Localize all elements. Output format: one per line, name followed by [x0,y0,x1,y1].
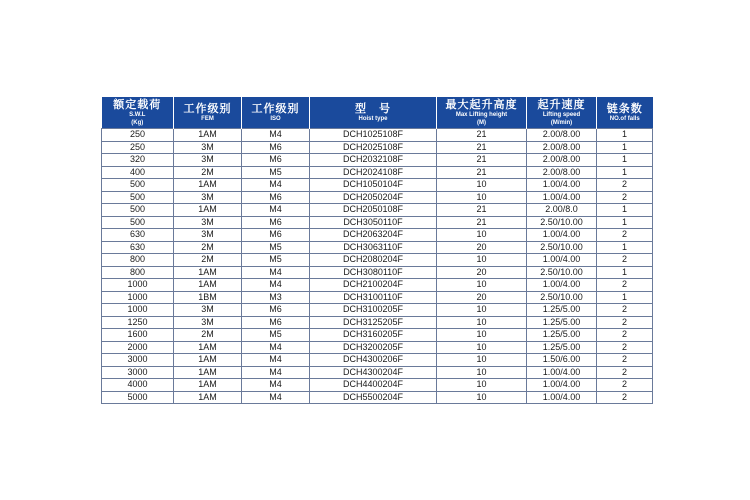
cell-hoist-type: DCH3063110F [310,241,437,254]
cell-lifting-speed: 2.00/8.00 [527,129,597,142]
cell-swl: 2000 [102,341,174,354]
cell-lifting-height: 20 [437,266,527,279]
cell-lifting-speed: 2.00/8.00 [527,154,597,167]
cell-iso: M6 [242,141,310,154]
table-row [102,291,653,304]
table-row [102,304,653,317]
table-row [102,129,653,142]
header-label: 工作级别 [251,102,300,115]
table-row [102,316,653,329]
cell-falls: 2 [597,329,653,342]
cell-fem: 3M [174,304,242,317]
table-row [102,266,653,279]
cell-hoist-type: DCH1050104F [310,179,437,192]
cell-lifting-height: 10 [437,191,527,204]
header-label: 链条数 [606,102,643,115]
table-row [102,354,653,367]
cell-hoist-type: DCH3080110F [310,266,437,279]
cell-hoist-type: DCH3050110F [310,216,437,229]
cell-hoist-type: DCH2100204F [310,279,437,292]
cell-lifting-height: 10 [437,366,527,379]
cell-fem: 2M [174,166,242,179]
cell-hoist-type: DCH3125205F [310,316,437,329]
table-row [102,341,653,354]
header-lifting-height [437,97,527,129]
cell-falls: 2 [597,391,653,404]
cell-lifting-speed: 1.00/4.00 [527,229,597,242]
cell-hoist-type: DCH3200205F [310,341,437,354]
cell-swl: 500 [102,191,174,204]
cell-falls: 1 [597,216,653,229]
cell-iso: M5 [242,166,310,179]
cell-lifting-height: 21 [437,216,527,229]
header-fem [174,97,242,129]
cell-falls: 1 [597,154,653,167]
table-row [102,254,653,267]
cell-lifting-speed: 1.00/4.00 [527,379,597,392]
cell-fem: 2M [174,329,242,342]
cell-lifting-speed: 1.00/4.00 [527,279,597,292]
cell-lifting-height: 20 [437,291,527,304]
table-row [102,154,653,167]
cell-falls: 2 [597,354,653,367]
cell-fem: 1AM [174,341,242,354]
cell-hoist-type: DCH3100110F [310,291,437,304]
header-label: 额定载荷 [113,98,162,111]
cell-lifting-height: 10 [437,354,527,367]
cell-lifting-height: 10 [437,254,527,267]
header-falls [597,97,653,129]
cell-hoist-type: DCH3160205F [310,329,437,342]
cell-iso: M4 [242,179,310,192]
cell-iso: M5 [242,329,310,342]
cell-fem: 1AM [174,366,242,379]
cell-lifting-height: 10 [437,229,527,242]
cell-falls: 1 [597,291,653,304]
table-row [102,191,653,204]
hoist-spec-table [101,97,653,404]
cell-lifting-height: 10 [437,279,527,292]
cell-lifting-speed: 1.00/4.00 [527,391,597,404]
cell-lifting-height: 10 [437,329,527,342]
table-row [102,166,653,179]
cell-lifting-speed: 1.25/5.00 [527,329,597,342]
cell-swl: 1000 [102,279,174,292]
cell-hoist-type: DCH2050204F [310,191,437,204]
cell-falls: 2 [597,279,653,292]
cell-fem: 1AM [174,179,242,192]
header-lifting-speed [527,97,597,129]
cell-iso: M4 [242,204,310,217]
cell-fem: 1AM [174,129,242,142]
table-row [102,391,653,404]
cell-falls: 1 [597,166,653,179]
cell-hoist-type: DCH4400204F [310,379,437,392]
cell-lifting-height: 10 [437,179,527,192]
cell-lifting-speed: 2.00/8.00 [527,166,597,179]
cell-lifting-height: 21 [437,204,527,217]
cell-falls: 1 [597,204,653,217]
cell-iso: M6 [242,229,310,242]
cell-fem: 3M [174,229,242,242]
header-unit: (M) [477,120,486,126]
cell-lifting-speed: 2.50/10.00 [527,241,597,254]
cell-iso: M4 [242,391,310,404]
cell-swl: 3000 [102,366,174,379]
cell-lifting-height: 10 [437,316,527,329]
cell-lifting-speed: 1.25/5.00 [527,316,597,329]
header-hoist-type [310,97,437,129]
table-row [102,204,653,217]
table-row [102,229,653,242]
cell-iso: M4 [242,279,310,292]
cell-lifting-speed: 2.00/8.0 [527,204,597,217]
cell-fem: 1AM [174,379,242,392]
cell-iso: M4 [242,379,310,392]
cell-hoist-type: DCH2080204F [310,254,437,267]
cell-swl: 1250 [102,316,174,329]
cell-falls: 1 [597,129,653,142]
cell-falls: 1 [597,266,653,279]
cell-hoist-type: DCH3100205F [310,304,437,317]
cell-lifting-speed: 2.50/10.00 [527,266,597,279]
cell-iso: M6 [242,216,310,229]
cell-iso: M5 [242,241,310,254]
cell-swl: 3000 [102,354,174,367]
cell-fem: 3M [174,154,242,167]
table-body [102,129,653,404]
header-unit: (Kg) [131,120,144,126]
cell-lifting-speed: 2.50/10.00 [527,216,597,229]
cell-iso: M5 [242,254,310,267]
cell-falls: 2 [597,229,653,242]
cell-hoist-type: DCH2063204F [310,229,437,242]
spec-table-container [101,97,653,404]
cell-falls: 2 [597,179,653,192]
cell-iso: M6 [242,316,310,329]
cell-hoist-type: DCH4300204F [310,366,437,379]
cell-fem: 2M [174,241,242,254]
cell-swl: 400 [102,166,174,179]
cell-iso: M3 [242,291,310,304]
cell-swl: 1000 [102,304,174,317]
cell-hoist-type: DCH2050108F [310,204,437,217]
cell-fem: 1AM [174,354,242,367]
cell-swl: 1600 [102,329,174,342]
header-sublabel: NO.of falls [609,116,640,122]
cell-falls: 2 [597,304,653,317]
cell-fem: 1AM [174,391,242,404]
cell-swl: 630 [102,241,174,254]
cell-lifting-speed: 2.00/8.00 [527,141,597,154]
cell-iso: M6 [242,154,310,167]
cell-swl: 5000 [102,391,174,404]
header-label: 型 号 [355,102,391,115]
cell-fem: 3M [174,316,242,329]
cell-lifting-speed: 1.25/5.00 [527,341,597,354]
cell-falls: 2 [597,366,653,379]
cell-iso: M4 [242,366,310,379]
table-row [102,279,653,292]
cell-hoist-type: DCH2024108F [310,166,437,179]
cell-lifting-height: 10 [437,391,527,404]
header-sublabel: S.W.L [129,112,146,118]
cell-falls: 1 [597,141,653,154]
cell-lifting-height: 21 [437,141,527,154]
cell-swl: 1000 [102,291,174,304]
cell-falls: 2 [597,254,653,267]
cell-fem: 3M [174,216,242,229]
cell-swl: 320 [102,154,174,167]
table-row [102,379,653,392]
cell-iso: M6 [242,191,310,204]
table-row [102,329,653,342]
cell-iso: M4 [242,354,310,367]
cell-lifting-height: 21 [437,166,527,179]
cell-falls: 2 [597,379,653,392]
cell-lifting-speed: 1.00/4.00 [527,254,597,267]
cell-iso: M6 [242,304,310,317]
header-label: 工作级别 [183,102,232,115]
cell-falls: 2 [597,191,653,204]
table-row [102,366,653,379]
cell-swl: 500 [102,204,174,217]
cell-falls: 2 [597,341,653,354]
cell-lifting-speed: 1.25/5.00 [527,304,597,317]
cell-lifting-speed: 1.00/4.00 [527,179,597,192]
cell-hoist-type: DCH2032108F [310,154,437,167]
cell-swl: 4000 [102,379,174,392]
table-row [102,216,653,229]
table-row [102,141,653,154]
cell-lifting-height: 10 [437,379,527,392]
cell-iso: M4 [242,341,310,354]
cell-fem: 1BM [174,291,242,304]
cell-swl: 500 [102,179,174,192]
cell-hoist-type: DCH5500204F [310,391,437,404]
cell-swl: 630 [102,229,174,242]
cell-swl: 800 [102,254,174,267]
header-row [102,97,653,129]
cell-fem: 1AM [174,204,242,217]
header-unit: (M/min) [550,120,573,126]
cell-fem: 3M [174,141,242,154]
cell-fem: 1AM [174,279,242,292]
cell-fem: 1AM [174,266,242,279]
cell-lifting-speed: 1.50/6.00 [527,354,597,367]
cell-lifting-height: 21 [437,154,527,167]
cell-hoist-type: DCH4300206F [310,354,437,367]
cell-lifting-speed: 2.50/10.00 [527,291,597,304]
cell-lifting-speed: 1.00/4.00 [527,366,597,379]
cell-falls: 2 [597,316,653,329]
cell-iso: M4 [242,129,310,142]
cell-lifting-height: 20 [437,241,527,254]
header-sublabel: ISO [270,116,281,122]
cell-swl: 800 [102,266,174,279]
cell-swl: 250 [102,129,174,142]
header-swl [102,97,174,129]
cell-hoist-type: DCH2025108F [310,141,437,154]
header-sublabel: Hoist type [358,116,388,122]
cell-lifting-speed: 1.00/4.00 [527,191,597,204]
table-row [102,241,653,254]
header-iso [242,97,310,129]
cell-falls: 1 [597,241,653,254]
header-sublabel: Max Lifting height [455,112,508,118]
cell-fem: 3M [174,191,242,204]
cell-swl: 250 [102,141,174,154]
header-sublabel: Lifting speed [542,112,581,118]
cell-hoist-type: DCH1025108F [310,129,437,142]
cell-iso: M4 [242,266,310,279]
cell-lifting-height: 10 [437,304,527,317]
cell-lifting-height: 10 [437,341,527,354]
header-label: 起升速度 [537,98,586,111]
cell-fem: 2M [174,254,242,267]
header-sublabel: FEM [201,116,214,122]
cell-lifting-height: 21 [437,129,527,142]
table-row [102,179,653,192]
header-label: 最大起升高度 [445,98,518,111]
cell-swl: 500 [102,216,174,229]
